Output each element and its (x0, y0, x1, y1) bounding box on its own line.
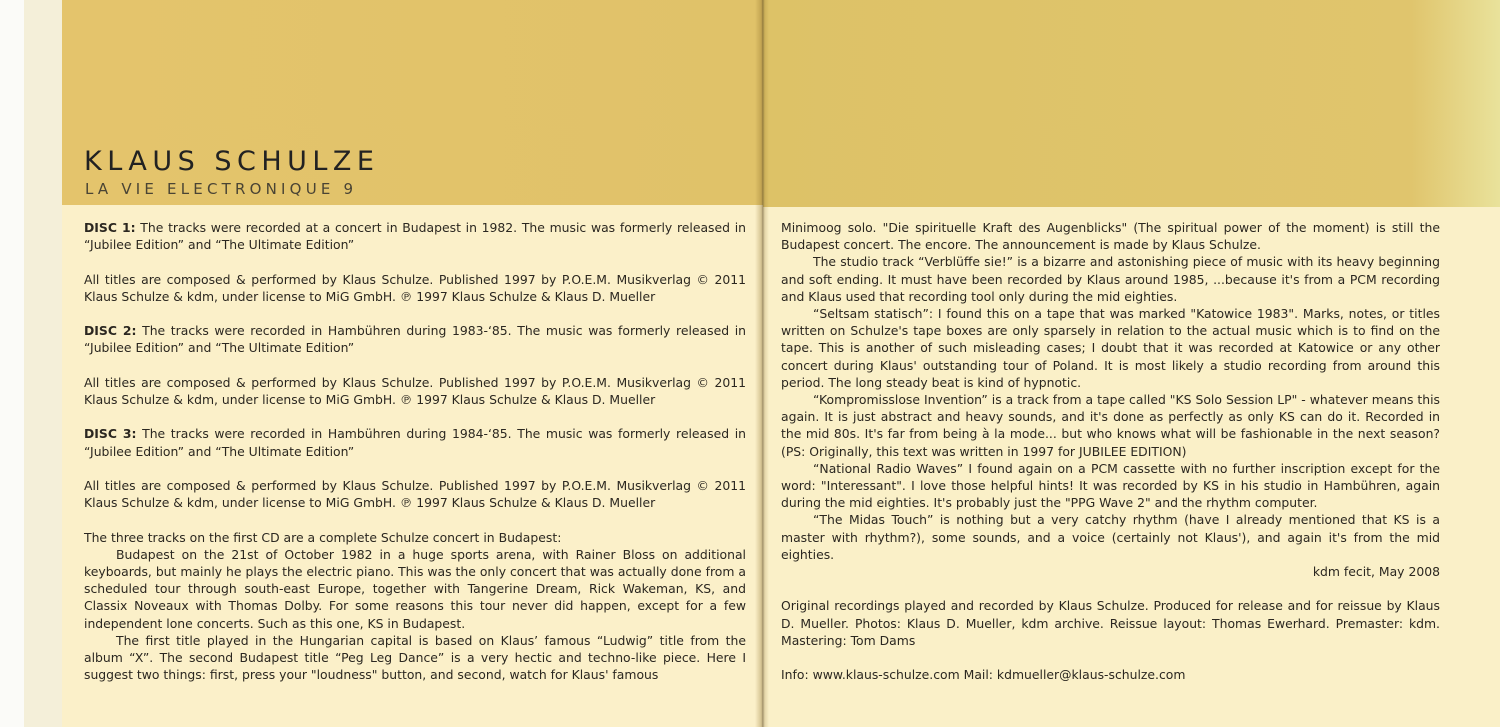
left-text-column (84, 219, 746, 683)
booklet-fold (755, 0, 769, 727)
disc2-label: DISC 2: (84, 323, 137, 339)
notes-paragraph: The first title played in the Hungarian capital is based on Klaus’ famous “Ludwig” title from the album “X”. The second Budapest title “Peg Leg Dance” is a very hectic and techno-like piece. Here I suggest two things: first, press your "loudness" button, and second, watch for Klaus' famous (84, 632, 746, 683)
page-margin (0, 0, 24, 727)
disc2-paragraph (84, 322, 746, 356)
right-text-column (781, 219, 1440, 683)
signature: kdm fecit, May 2008 (1312, 564, 1440, 580)
header-color-band (763, 0, 1500, 207)
contact-info: Info: www.klaus-schulze.com Mail: kdmueller@klaus-schulze.com (781, 667, 1186, 683)
album-subtitle: LA VIE ELECTRONIQUE 9 (85, 180, 358, 198)
disc3-credit: All titles are composed & performed by Klaus Schulze. Published 1997 by P.O.E.M. Musikverlag © 2011 Klaus Schulze & kdm, under license to MiG GmbH. ℗ 1997 Klaus Schulze & Klaus D. Mueller (84, 477, 746, 511)
notes-paragraph: Budapest on the 21st of October 1982 in a huge sports arena, with Rainer Bloss on additional keyboards, but mainly he plays the electric piano. This was the only concert that was actually done from a scheduled tour through south-east Europe, together with Tangerine Dream, Rick Wakeman, KS, and Classix Noveaux with Thomas Dolby. For some reasons this tour never did happen, except for a few independent lone concerts. Such as this one, KS in Budapest. (84, 546, 746, 631)
disc2-text: The tracks were recorded in Hambühren during 1983-‘85. The music was formerly released in “Jubilee Edition” and “The Ultimate Edition” (84, 323, 746, 356)
notes-paragraph: “National Radio Waves” I found again on a PCM cassette with no further inscription except for the word: "Interessant". I love those helpful hints! It was recorded by KS in his studio in Hambühren, again during the mid eighties. It's probably just the "PPG Wave 2" and the rhythm computer. (781, 460, 1440, 511)
notes-paragraph: Minimoog solo. "Die spirituelle Kraft des Augenblicks" (The spiritual power of the moment) is still the Budapest concert. The encore. The announcement is made by Klaus Schulze. (781, 220, 1440, 253)
notes-paragraph: “Seltsam statisch”: I found this on a tape that was marked "Katowice 1983". Marks, notes, or titles written on Schulze's tape boxes are only sparsely in relation to the actual music which is to find on the tape. This is another of such misleading cases; I doubt that it was recorded at Katowice or any other concert during Klaus' outstanding tour of Poland. It is most likely a studio recording from around this period. The long steady beat is kind of hypnotic. (781, 306, 1440, 390)
disc1-credit: All titles are composed & performed by Klaus Schulze. Published 1997 by P.O.E.M. Musikverlag © 2011 Klaus Schulze & kdm, under license to MiG GmbH. ℗ 1997 Klaus Schulze & Klaus D. Mueller (84, 271, 746, 304)
disc1-paragraph (84, 219, 746, 253)
disc3-label: DISC 3: (84, 426, 137, 442)
notes-paragraph: The studio track “Verblüffe sie!” is a bizarre and astonishing piece of music with its heavy beginning and soft ending. It must have been recorded by Klaus around 1985, ...because it's from a PCM recording and Klaus used that recording tool only during the mid eighties. (781, 254, 1440, 304)
disc3-paragraph (84, 425, 746, 459)
notes-paragraph: “The Midas Touch” is nothing but a very catchy rhythm (have I already mentioned that KS is a master with rhythm?), some sounds, and a voice (certainly not Klaus'), and again it's from the mid eighties. (781, 512, 1440, 562)
disc1-label: DISC 1: (84, 220, 136, 235)
artist-title: KLAUS SCHULZE (84, 146, 380, 177)
notes-intro: The three tracks on the first CD are a complete Schulze concert in Budapest: (84, 529, 562, 545)
disc3-text: The tracks were recorded in Hambühren during 1984-‘85. The music was formerly released in “Jubilee Edition” and “The Ultimate Edition” (84, 426, 746, 459)
left-border-strip (24, 0, 62, 727)
notes-paragraph: “Kompromisslose Invention” is a track from a tape called "KS Solo Session LP" - whatever means this again. It is just abstract and heavy sounds, and it's done as perfectly as only KS can do it. Recorded in the mid 80s. It's far from being à la mode... but who knows what will be fashionable in the next season? (PS: Originally, this text was written in 1997 for JUBILEE EDITION) (781, 392, 1440, 459)
production-credits: Original recordings played and recorded by Klaus Schulze. Produced for release and for reissue by Klaus D. Mueller. Photos: Klaus D. Mueller, kdm archive. Reissue layout: Thomas Ewerhard. Premaster: kdm. Mastering: Tom Dams (781, 598, 1440, 648)
disc1-text: The tracks were recorded at a concert in Budapest in 1982. The music was formerly released in “Jubilee Edition” and “The Ultimate Edition” (84, 220, 747, 253)
disc2-credit: All titles are composed & performed by Klaus Schulze. Published 1997 by P.O.E.M. Musikverlag © 2011 Klaus Schulze & kdm, under license to MiG GmbH. ℗ 1997 Klaus Schulze & Klaus D. Mueller (84, 374, 746, 407)
